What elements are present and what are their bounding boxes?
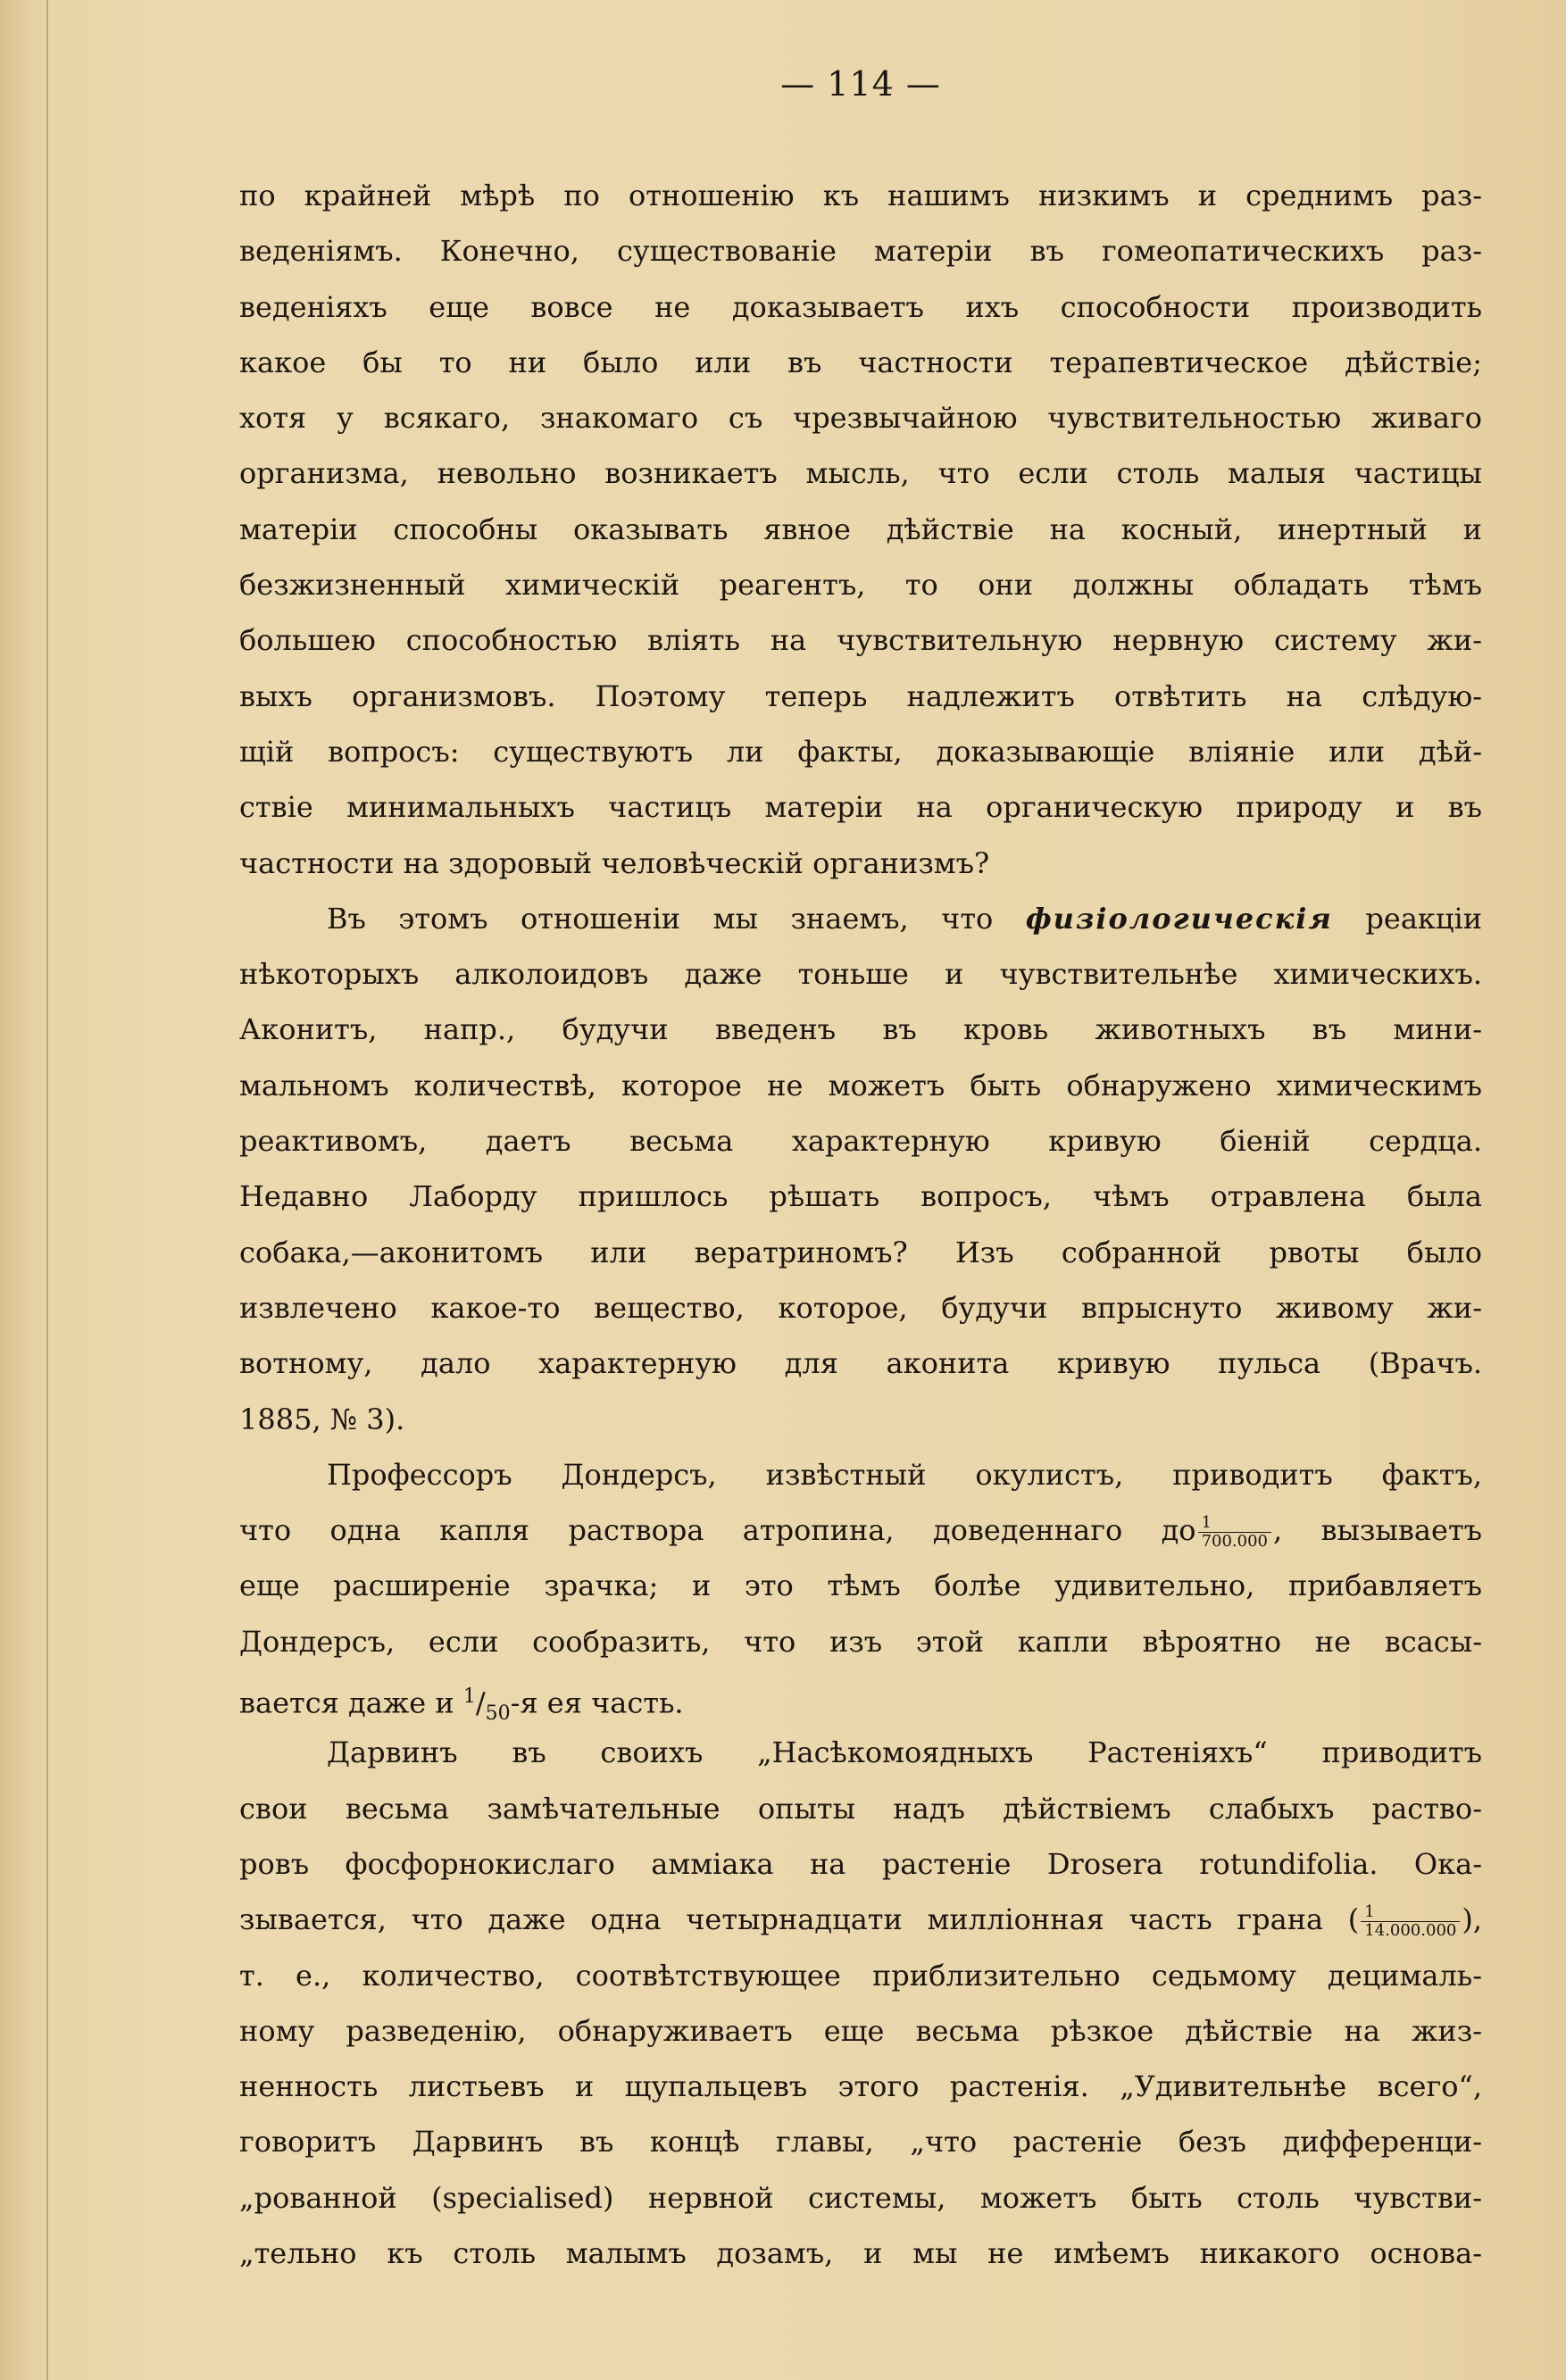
text-line: безжизненный химическій реагентъ, то они должны обладать тѣмъ xyxy=(239,568,1482,603)
text-line xyxy=(239,1502,1482,1558)
text-line: Дондерсъ, если сообразить, что изъ этой капли вѣроятно не всасы- xyxy=(239,1624,1482,1659)
text-line: т. е., количество, соотвѣтствующее приблизительно седьмому децималь- xyxy=(239,1958,1482,1993)
text-line: мальномъ количествѣ, которое не можетъ быть обнаружено химическимъ xyxy=(239,1068,1482,1103)
fraction-denominator: 14.000.000 xyxy=(1364,1921,1457,1941)
text-line: „тельно къ столь малымъ дозамъ, и мы не имѣемъ никакого основа- xyxy=(239,2235,1482,2270)
text-line: извлечено какое-то вещество, которое, будучи впрыснуто живому жи- xyxy=(239,1290,1482,1325)
text-span: вается даже и xyxy=(239,1685,454,1720)
fraction-denominator: 50 xyxy=(485,1702,511,1726)
text-line: собака,—аконитомъ или вератриномъ? Изъ собранной рвоты было xyxy=(239,1235,1482,1269)
text-span: реакціи xyxy=(1365,901,1483,936)
text-line xyxy=(239,1892,1482,1947)
text-line: говоритъ Дарвинъ въ концѣ главы, „что растеніе безъ дифференци- xyxy=(239,2125,1482,2159)
fraction-denominator: 700.000 xyxy=(1201,1532,1268,1552)
emphasized-term: физiологическія xyxy=(1025,901,1333,936)
text-line: матеріи способны оказывать явное дѣйствіе на косный, инертный и xyxy=(239,512,1482,546)
text-span: зывается, что даже одна четырнадцати миллiонная часть грана ( xyxy=(239,1902,1360,1937)
paragraph-first-line xyxy=(239,891,1482,946)
text-line: ровъ фосфорнокислаго амміака на растеніе Drosera rotundifolia. Ока- xyxy=(239,1846,1482,1881)
text-line: частности на здоровый человѣческій организмъ? xyxy=(239,845,990,880)
paragraph-first-line: Дарвинъ въ своихъ „Насѣкомоядныхъ Растеніяхъ“ приводитъ xyxy=(327,1735,1482,1770)
text-line: какое бы то ни было или въ частности терапевтическое дѣйствіе; xyxy=(239,345,1482,379)
text-line: выхъ организмовъ. Поэтому теперь надлежитъ отвѣтить на слѣдую- xyxy=(239,678,1482,713)
text-line: вается даже и $^1/_{50}-я$ ея часть. xyxy=(239,1685,684,1726)
text-line: нѣкоторыхъ алколоидовъ даже тоньше и чувствительнѣе химическихъ. xyxy=(239,957,1482,992)
text-line: „рованной (specialised) нервной системы, можетъ быть столь чувстви- xyxy=(239,2180,1482,2215)
text-line: вотному, дало характерную для аконита кривую пульса (Врачъ. xyxy=(239,1346,1482,1381)
body-text xyxy=(239,168,1482,2281)
fraction-numerator: 1 xyxy=(1198,1514,1271,1533)
text-line: 1885, № 3). xyxy=(239,1402,405,1436)
text-line: еще расширеніе зрачка; и это тѣмъ болѣе удивительно, прибавляетъ xyxy=(239,1569,1482,1603)
fraction xyxy=(1198,1514,1271,1551)
text-line: Недавно Лаборду пришлось рѣшать вопросъ, чѣмъ отравлена была xyxy=(239,1179,1482,1214)
text-line: щій вопросъ: существуютъ ли факты, доказывающіе вліяніе или дѣй- xyxy=(239,734,1482,769)
text-line: ному разведенію, обнаруживаетъ еще весьма рѣзкое дѣйствіе на жиз- xyxy=(239,2013,1482,2048)
text-line: по крайней мѣрѣ по отношенію къ нашимъ низкимъ и среднимъ раз- xyxy=(239,179,1482,212)
text-span: -я ея часть. xyxy=(510,1685,684,1720)
text-span: что одна капля раствора атропина, доведеннаго до xyxy=(239,1513,1196,1548)
fraction-numerator: 1 xyxy=(1361,1903,1460,1922)
text-line: организма, невольно возникаетъ мысль, что если столь малыя частицы xyxy=(239,456,1482,491)
text-line: хотя у всякаго, знакомаго съ чрезвычайною чувствительностью живаго xyxy=(239,401,1482,436)
text-line: реактивомъ, даетъ весьма характерную кривую біеній сердца. xyxy=(239,1124,1482,1159)
text-span: ), xyxy=(1462,1902,1482,1937)
fraction-numerator: 1 xyxy=(462,1685,476,1709)
fraction xyxy=(1361,1903,1460,1940)
text-span: , вызываетъ xyxy=(1273,1513,1483,1548)
binding-edge xyxy=(46,0,48,2380)
text-line: свои весьма замѣчательные опыты надъ дѣйствіемъ слабыхъ раство- xyxy=(239,1791,1482,1826)
paragraph-first-line: Профессоръ Дондерсъ, извѣстный окулистъ, приводитъ фактъ, xyxy=(327,1457,1482,1492)
page-number: — 114 — xyxy=(780,64,941,104)
text-line: большею способностью влiять на чувствительную нервную систему жи- xyxy=(239,623,1482,658)
text-line: веденіяхъ еще вовсе не доказываетъ ихъ способности производить xyxy=(239,289,1482,324)
text-line: веденіямъ. Конечно, существованіе матеріи въ гомеопатическихъ раз- xyxy=(239,234,1482,269)
text-line: ствіе минимальныхъ частицъ матеріи на органическую природу и въ xyxy=(239,790,1482,825)
text-line: Аконитъ, напр., будучи введенъ въ кровь животныхъ въ мини- xyxy=(239,1012,1482,1047)
text-line: ненность листьевъ и щупальцевъ этого растенія. „Удивительнѣе всего“, xyxy=(239,2069,1482,2104)
text-span: Въ этомъ отношеніи мы знаемъ, что xyxy=(327,901,994,936)
